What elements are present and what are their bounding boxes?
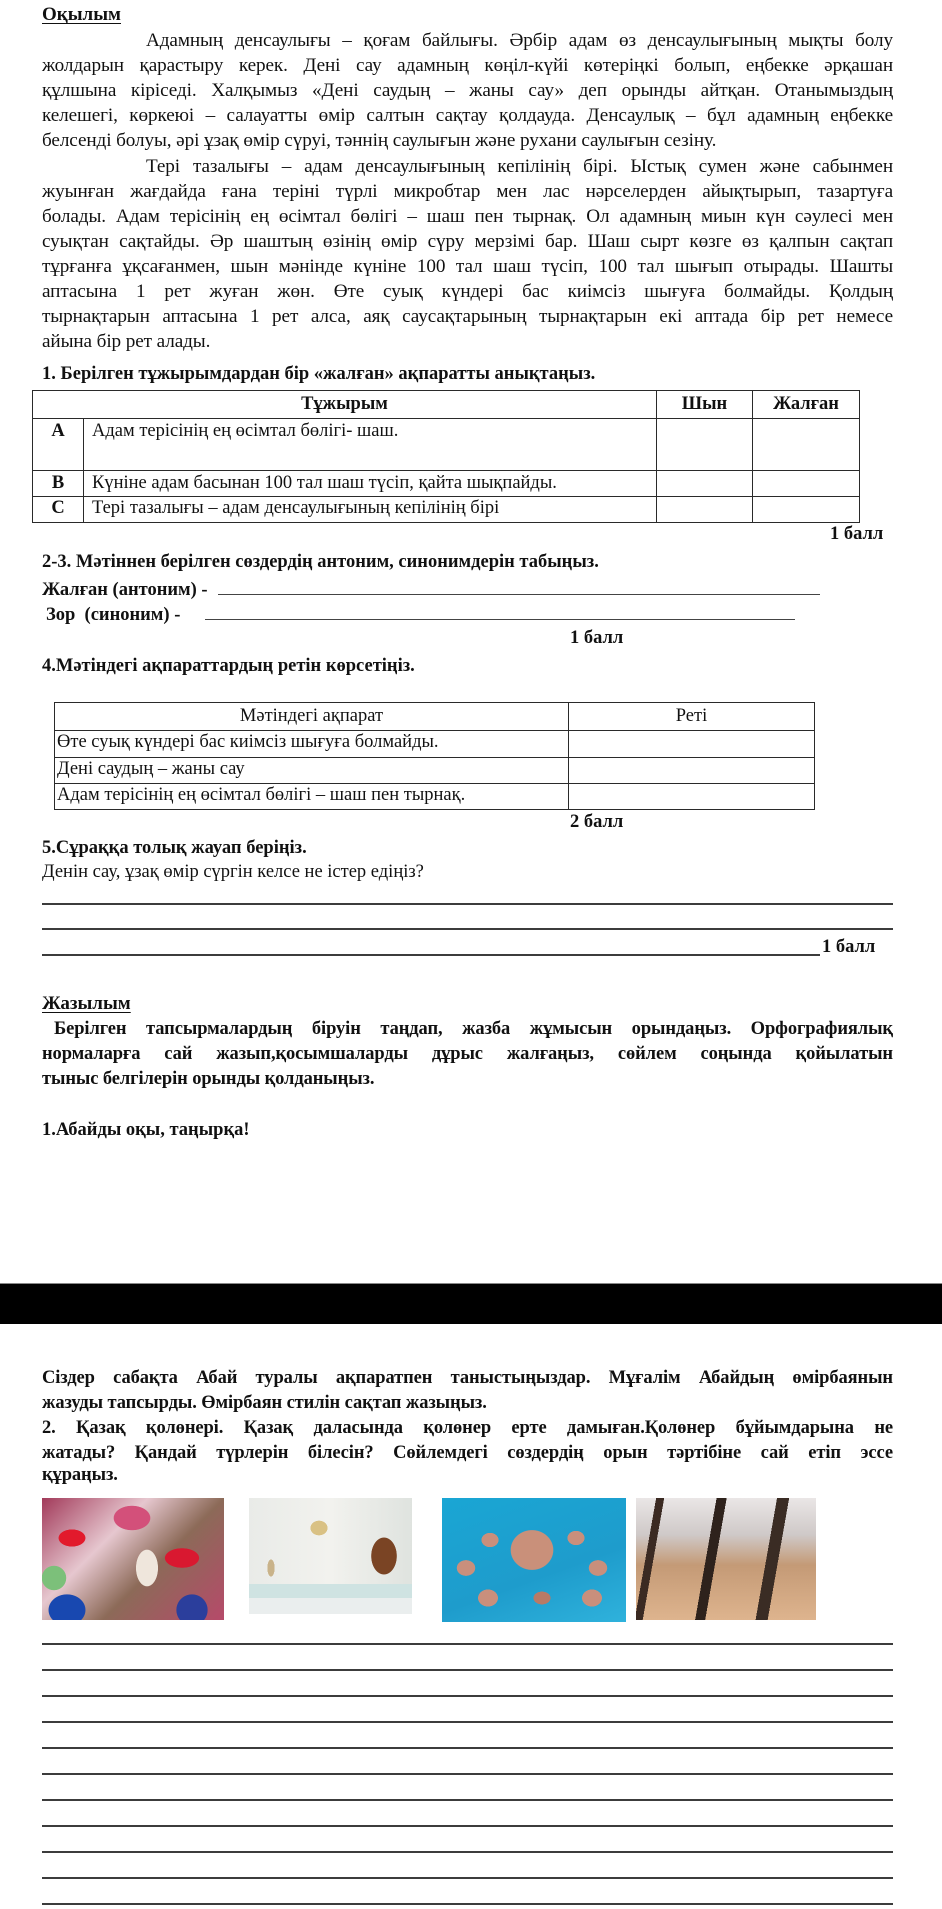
- task1-prompt: 1. Берілген тұжырымдардан бір «жалған» ақпаратты анықтаңыз.: [42, 364, 596, 384]
- table-row: [55, 731, 815, 758]
- synonym-input[interactable]: [205, 601, 795, 620]
- antonym-input[interactable]: [218, 576, 820, 595]
- task1-table: [32, 390, 860, 523]
- text-line: суықтан сақтайды. Әр шаштың өзінің өмір сүру мерзімі бар. Шаш сырт көзге өз қалпын сақтап: [42, 231, 893, 252]
- row-statement: Тері тазалығы – адам денсаулығының кепілінің бірі: [84, 497, 657, 523]
- essay-answer-line[interactable]: [42, 1747, 893, 1749]
- writing-title: Жазылым: [42, 993, 131, 1014]
- info-cell: Дені саудың – жаны сау: [55, 758, 569, 784]
- essay-answer-line[interactable]: [42, 1721, 893, 1723]
- text-line: аптасына 1 рет жуған жөн. Өте суық күндері бас киімсіз шығуға болмайды. Қолдың: [42, 281, 893, 302]
- answer-line[interactable]: [42, 903, 893, 905]
- text-line: жазуды тапсырды. Өмірбаян стилін сақтап жазыңыз.: [42, 1393, 487, 1413]
- text-line: айына бір рет алады.: [42, 331, 211, 352]
- task5-question: Денін сау, ұзақ өмір сүргін келсе не істер едіңіз?: [42, 862, 424, 882]
- true-cell[interactable]: [657, 497, 753, 523]
- text-line: құлшына кіріседі. Халқымыз «Дені саудың – жаны сау» деп орынды айтқан. Отанымыздың: [42, 80, 893, 101]
- header-order: Реті: [568, 703, 814, 731]
- table-row: [55, 758, 815, 784]
- essay-answer-line[interactable]: [42, 1903, 893, 1905]
- table-row: [33, 471, 860, 497]
- option1-title: 1.Абайды оқы, таңырқа!: [42, 1120, 250, 1140]
- table-row: [33, 497, 860, 523]
- table-row: [55, 784, 815, 810]
- reading-title: Оқылым: [42, 4, 121, 25]
- answer-line[interactable]: [42, 928, 893, 930]
- order-cell[interactable]: [568, 731, 814, 758]
- essay-answer-line[interactable]: [42, 1877, 893, 1879]
- row-statement: Күніне адам басынан 100 тал шаш түсіп, қайта шықпайды.: [84, 471, 657, 497]
- text-line: 2. Қазақ қолөнері. Қазақ даласында қолөнер ерте дамыған.Қолөнер бұйымдарына не: [42, 1418, 893, 1438]
- synonym-label: Зор (синоним) -: [46, 605, 181, 625]
- order-cell[interactable]: [568, 784, 814, 810]
- reading-paragraph-2: [42, 154, 893, 354]
- option2-text: [42, 1416, 893, 1484]
- text-line: Сіздер сабақта Абай туралы ақпаратпен таныстыңыздар. Мұғалім Абайдың өмірбаянын: [42, 1368, 893, 1388]
- true-cell[interactable]: [657, 471, 753, 497]
- text-line: болады. Адам терісінің ең өсімтал бөлігі – шаш пен тырнақ. Ол адамның миын күн сәулесі мен: [42, 206, 893, 227]
- essay-answer-line[interactable]: [42, 1643, 893, 1645]
- text-line: тыныс белгілерін орынды қолданыңыз.: [42, 1069, 375, 1089]
- essay-answer-line[interactable]: [42, 1825, 893, 1827]
- text-line: нормаларға сай жазып,қосымшаларды дұрыс жалғаңыз, сөйлем соңында қойылатын: [42, 1044, 893, 1064]
- reading-paragraph-1: [42, 28, 893, 153]
- writing-instructions: [42, 1017, 893, 1092]
- row-letter: B: [33, 471, 84, 497]
- table-row: [33, 419, 860, 471]
- text-line: белсенді болуы, әрі ұзақ өмір сүруі, тәннің саулығын және рухани саулығын сезіну.: [42, 130, 717, 151]
- table-header-row: [55, 703, 815, 731]
- felt-handicrafts-photo: [42, 1498, 224, 1620]
- essay-answer-line[interactable]: [42, 1799, 893, 1801]
- table-header-row: [33, 391, 860, 419]
- text-line: жатады? Қандай түрлерін білесін? Сөйлемдегі сөздердің орын тәртібіне сай етіп эссе: [42, 1443, 893, 1463]
- false-cell[interactable]: [753, 497, 860, 523]
- essay-answer-line[interactable]: [42, 1851, 893, 1853]
- true-cell[interactable]: [657, 419, 753, 471]
- task23-prompt: 2-3. Мәтіннен берілген сөздердің антоним, синонимдерін табыңыз.: [42, 552, 599, 572]
- synonym-row: [46, 601, 795, 626]
- text-line: Тері тазалығы – адам денсаулығының кепілінің бірі. Ыстық сумен және сабынмен: [146, 156, 893, 177]
- info-cell: Өте суық күндері бас киімсіз шығуға болмайды.: [55, 731, 569, 758]
- ornamented-leather-photo: [636, 1498, 816, 1620]
- false-cell[interactable]: [753, 419, 860, 471]
- order-cell[interactable]: [568, 758, 814, 784]
- task23-score: 1 балл: [570, 628, 624, 648]
- wooden-bowls-photo: [442, 1498, 626, 1622]
- header-true: Шын: [657, 391, 753, 419]
- row-statement: Адам терісінің ең өсімтал бөлігі- шаш.: [84, 419, 657, 471]
- text-line: тырнақтарын аптасына 1 рет алса, аяқ саусақтарының тырнақтарын екі аптада бір рет немесе: [42, 306, 893, 327]
- antonym-row: [42, 576, 820, 601]
- wooden-utensils-display-photo: [249, 1498, 412, 1614]
- text-line: Адамның денсаулығы – қоғам байлығы. Әрбір адам өз денсаулығының мықты болу: [146, 30, 893, 51]
- info-cell: Адам терісінің ең өсімтал бөлігі – шаш пен тырнақ.: [55, 784, 569, 810]
- text-line: жолдарын қарастыру керек. Дені сау адамның көңіл-күйі көтеріңкі болып, еңбекке әрқашан: [42, 55, 893, 76]
- row-letter: C: [33, 497, 84, 523]
- header-statement: Тұжырым: [33, 391, 657, 419]
- task4-table: [54, 702, 815, 810]
- task5-prompt: 5.Сұраққа толық жауап беріңіз.: [42, 838, 307, 858]
- text-line: құраңыз.: [42, 1465, 118, 1485]
- text-line: келешегі, көркеюі – салауатты өмір салтын сақтау қолдауда. Денсаулық – бұл адамның еңбекке: [42, 105, 893, 126]
- header-info: Мәтіндегі ақпарат: [55, 703, 569, 731]
- task5-score: 1 балл: [822, 937, 876, 957]
- task4-prompt: 4.Мәтіндегі ақпараттардың ретін көрсетіңіз.: [42, 656, 415, 676]
- false-cell[interactable]: [753, 471, 860, 497]
- essay-answer-line[interactable]: [42, 1773, 893, 1775]
- essay-answer-line[interactable]: [42, 1695, 893, 1697]
- option1-text: [42, 1366, 893, 1416]
- essay-answer-line[interactable]: [42, 1669, 893, 1671]
- page-separator-band: [0, 1283, 942, 1324]
- task1-score: 1 балл: [830, 524, 884, 544]
- antonym-label: Жалған (антоним) -: [42, 580, 208, 600]
- header-false: Жалған: [753, 391, 860, 419]
- answer-line[interactable]: [42, 954, 820, 956]
- row-letter: A: [33, 419, 84, 471]
- text-line: жуынған жағдайда ғана теріні түрлі микробтар мен лас нәрселерден айықтырып, тазартуға: [42, 181, 893, 202]
- task4-score: 2 балл: [570, 812, 624, 832]
- text-line: тұрғанға ұқсағанмен, шын мәнінде күніне 100 тал шаш түсіп, 100 тал шығып отырады. Шашты: [42, 256, 893, 277]
- text-line: Берілген тапсырмалардың біруін таңдап, жазба жұмысын орындаңыз. Орфографиялық: [54, 1019, 893, 1039]
